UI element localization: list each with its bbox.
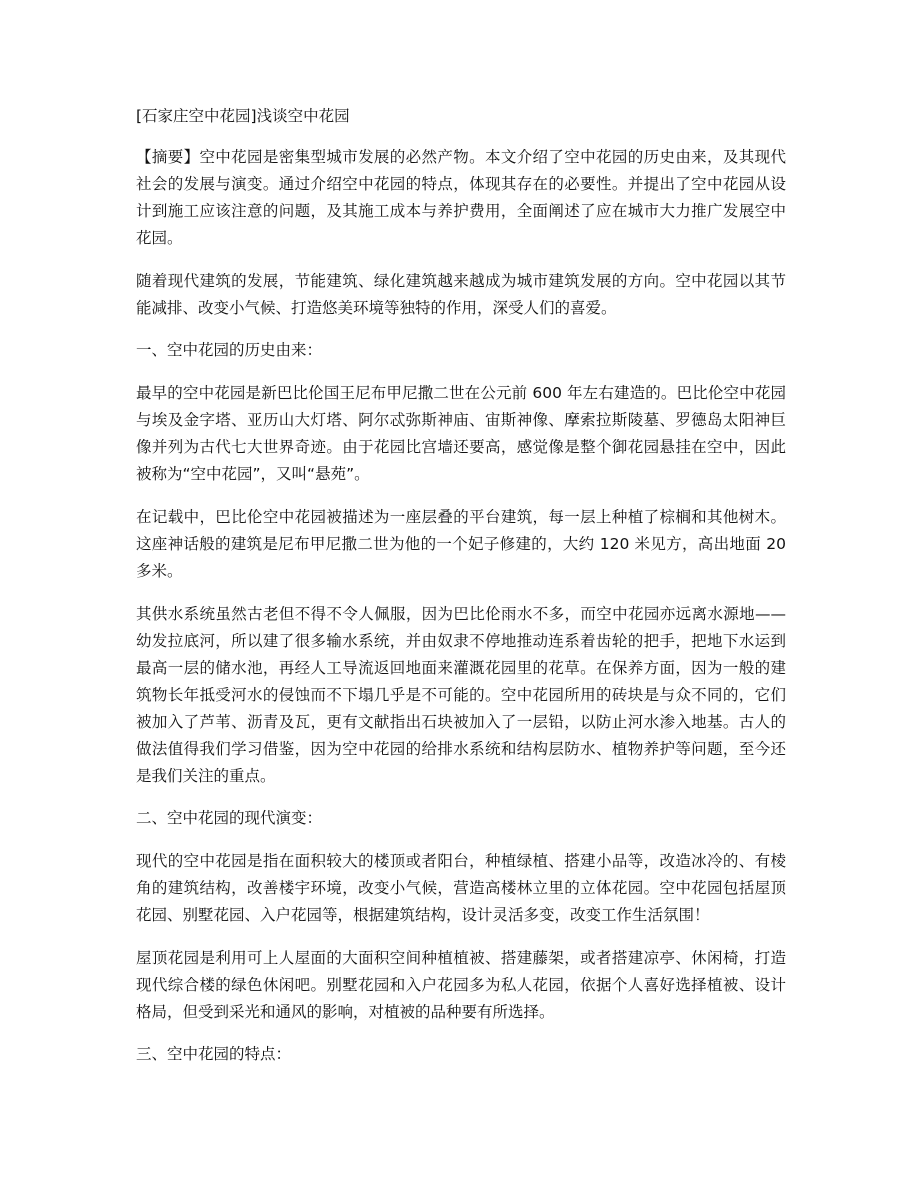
history-paragraph-3: 其供水系统虽然古老但不得不令人佩服，因为巴比伦雨水不多，而空中花园亦远离水源地——幼发拉底河，所以建了很多输水系统，并由奴隶不停地推动连系着齿轮的把手，把地下水运到最高一层的储水池，再经人工导流返回地面来灌溉花园里的花草。在保养方面，因为一般的建筑物长年抵受河水的侵蚀而不下塌几乎是不可能的。空中花园所用的砖块是与众不同的，它们被加入了芦苇、沥青及瓦，更有文献指出石块被加入了一层铅，以防止河水渗入地基。古人的做法值得我们学习借鉴，因为空中花园的给排水系统和结构层防水、植物养护等问题，至今还是我们关注的重点。 [136,605,786,785]
modern-paragraph-2: 屋顶花园是利用可上人屋面的大面积空间种植植被、搭建藤架，或者搭建凉亭、休闲椅，打造现代综合楼的绿色休闲吧。别墅花园和入户花园多为私人花园，依据个人喜好选择植被、设计格局，但受到采光和通风的影响，对植被的品种要有所选择。 [136,949,786,1021]
section-heading-modern-evolution: 二、空中花园的现代演变： [136,809,323,827]
history-paragraph-2: 在记载中，巴比伦空中花园被描述为一座层叠的平台建筑，每一层上种植了棕榈和其他树木。这座神话般的建筑是尼布甲尼撒二世为他的一个妃子修建的，大约 120 米见方，高出地面 20 多米。 [136,508,786,580]
document-title: [石家庄空中花园]浅谈空中花园 [136,107,350,125]
document-body [136,104,786,1084]
section-heading-history: 一、空中花园的历史由来： [136,341,323,359]
abstract-paragraph: 【摘要】空中花园是密集型城市发展的必然产物。本文介绍了空中花园的历史由来，及其现代社会的发展与演变。通过介绍空中花园的特点，体现其存在的必要性。并提出了空中花园从设计到施工应该注意的问题，及其施工成本与养护费用，全面阐述了应在城市大力推广发展空中花园。 [136,148,786,247]
modern-paragraph-1: 现代的空中花园是指在面积较大的楼顶或者阳台，种植绿植、搭建小品等，改造冰冷的、有棱角的建筑结构，改善楼宇环境，改变小气候，营造高楼林立里的立体花园。空中花园包括屋顶花园、别墅花园、入户花园等，根据建筑结构，设计灵活多变，改变工作生活氛围！ [136,852,786,924]
section-heading-features: 三、空中花园的特点： [136,1045,292,1063]
history-paragraph-1: 最早的空中花园是新巴比伦国王尼布甲尼撒二世在公元前 600 年左右建造的。巴比伦空中花园与埃及金字塔、亚历山大灯塔、阿尔忒弥斯神庙、宙斯神像、摩索拉斯陵墓、罗德岛太阳神巨像并列为古代七大世界奇迹。由于花园比宫墙还要高，感觉像是整个御花园悬挂在空中，因此被称为“空中花园”，又叫“悬苑”。 [136,384,786,483]
intro-paragraph: 随着现代建筑的发展，节能建筑、绿化建筑越来越成为城市建筑发展的方向。空中花园以其节能减排、改变小气候、打造悠美环境等独特的作用，深受人们的喜爱。 [136,272,786,317]
